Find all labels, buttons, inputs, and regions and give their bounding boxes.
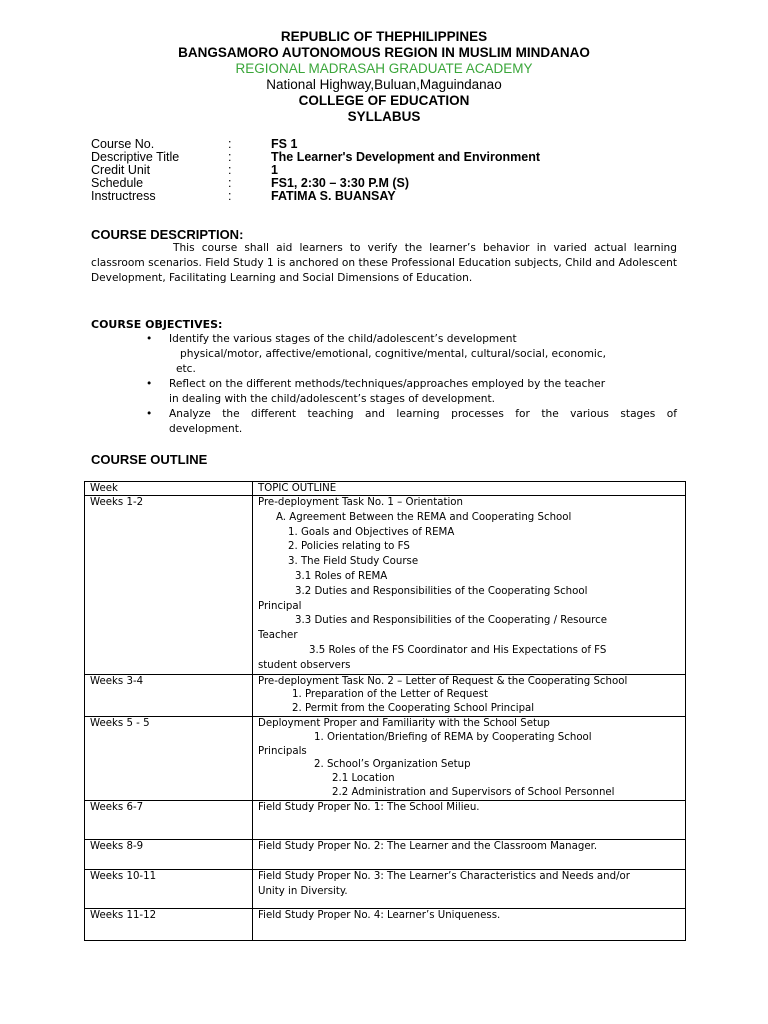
course-description-text: This course shall aid learners to verify the learner’s behavior in varied actual learning classroom scenarios. Field Study 1 is anchored on these Professional Education subjects, Child and Adolescent Development, Facilitating Learning and Social Dimensions of Education. xyxy=(91,242,677,284)
objective-item: • Analyze the different teaching and learning processes for the various stages of development. xyxy=(146,408,677,435)
header-college: COLLEGE OF EDUCATION xyxy=(298,93,470,108)
document-header xyxy=(0,29,768,125)
objective-item: • Reflect on the different methods/techniques/approaches employed by the teacher in dealing with the child/adolescent’s stages of development. xyxy=(146,378,606,405)
table-row xyxy=(85,496,686,675)
table-row xyxy=(85,674,686,716)
table-header-row xyxy=(85,482,686,496)
info-course-no: Course No. : FS 1 xyxy=(91,137,298,151)
week-cell: Weeks 6-7 xyxy=(85,800,253,839)
week-cell: Weeks 1-2 xyxy=(85,496,253,675)
table-row xyxy=(85,908,686,940)
course-info xyxy=(91,138,691,203)
course-description-title: COURSE DESCRIPTION: xyxy=(91,227,244,242)
table-row xyxy=(85,716,686,800)
info-descriptive-title: Descriptive Title : The Learner's Development and Environment xyxy=(91,150,541,164)
header-republic: REPUBLIC OF THEPHILIPPINES xyxy=(280,29,488,44)
header-academy: REGIONAL MADRASAH GRADUATE ACADEMY xyxy=(235,61,533,76)
bullet-icon: • xyxy=(146,378,153,390)
topic-cell: Field Study Proper No. 3: The Learner’s Characteristics and Needs and/or Unity in Diversity. xyxy=(253,869,686,908)
bullet-icon: • xyxy=(146,333,153,345)
table-row xyxy=(85,800,686,839)
topic-cell: Field Study Proper No. 1: The School Milieu. xyxy=(253,800,686,839)
header-address: National Highway,Buluan,Maguindanao xyxy=(266,77,502,92)
week-cell: Weeks 11-12 xyxy=(85,908,253,940)
header-syllabus: SYLLABUS xyxy=(347,109,421,124)
course-objectives-title: COURSE OBJECTIVES: xyxy=(91,318,223,331)
course-outline-table xyxy=(84,481,686,941)
bullet-icon: • xyxy=(146,408,153,420)
week-cell: Weeks 10-11 xyxy=(85,869,253,908)
objectives-list xyxy=(91,332,677,437)
header-region: BANGSAMORO AUTONOMOUS REGION IN MUSLIM MINDANAO xyxy=(178,45,590,60)
table-row xyxy=(85,839,686,869)
week-cell: Weeks 3-4 xyxy=(85,674,253,716)
topic-cell: Pre-deployment Task No. 1 – Orientation A. Agreement Between the REMA and Cooperating School 1. Goals and Objectives of REMA 2. Policies relating to FS 3. The Field Study Course 3.1 Roles of REMA 3.2 Duties and Responsibilities of the Cooperating School Principal 3.3 Duties and Responsibilities of the Cooperating / Resource Teacher 3.5 Roles of the FS Coordinator and His Expectations of FS student observers xyxy=(253,496,686,675)
objective-item: • Identify the various stages of the child/adolescent’s development physical/motor, affective/emotional, cognitive/mental, cultural/social, economic, etc. xyxy=(146,333,607,375)
header-week: Week xyxy=(85,482,253,496)
info-credit-unit: Credit Unit : 1 xyxy=(91,163,278,177)
topic-cell: Deployment Proper and Familiarity with the School Setup 1. Orientation/Briefing of REMA by Cooperating School Principals 2. School’s Organization Setup 2.1 Location 2.2 Administration and Supervisors of School Personnel xyxy=(253,716,686,800)
course-outline-title: COURSE OUTLINE xyxy=(91,452,208,467)
topic-cell: Field Study Proper No. 2: The Learner and the Classroom Manager. xyxy=(253,839,686,869)
table-row xyxy=(85,869,686,908)
week-cell: Weeks 5 - 5 xyxy=(85,716,253,800)
header-topic: TOPIC OUTLINE xyxy=(253,482,686,496)
topic-cell: Pre-deployment Task No. 2 – Letter of Request & the Cooperating School 1. Preparation of the Letter of Request 2. Permit from the Cooperating School Principal xyxy=(253,674,686,716)
week-cell: Weeks 8-9 xyxy=(85,839,253,869)
info-schedule: Schedule : FS1, 2:30 – 3:30 P.M (S) xyxy=(91,176,410,190)
info-instructress: Instructress : FATIMA S. BUANSAY xyxy=(91,189,396,203)
topic-cell: Field Study Proper No. 4: Learner’s Uniqueness. xyxy=(253,908,686,940)
